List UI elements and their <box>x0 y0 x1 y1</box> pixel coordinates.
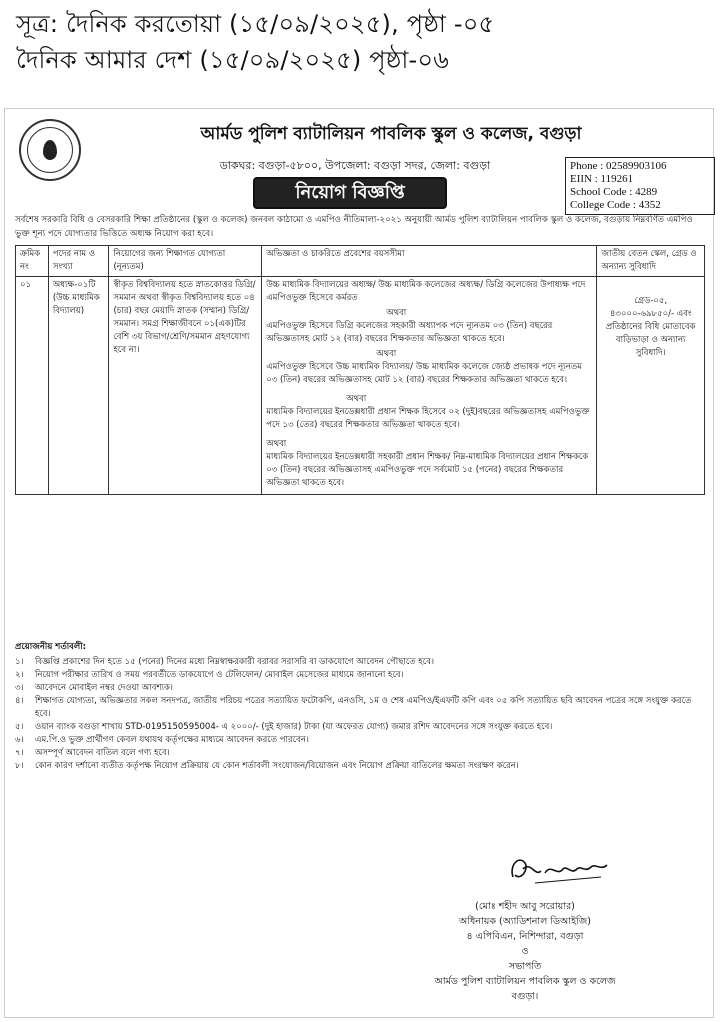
header-experience: অভিজ্ঞতা ও চাকরিতে প্রবেশের বয়সসীমা <box>262 246 597 277</box>
list-item <box>15 747 705 760</box>
experience-option-4: মাধ্যমিক বিদ্যালয়ের ইনডেক্সধারী প্রধান শিক্ষক হিসেবে ০২ (দুই)বছরের অভিজ্ঞতাসহ এমপিওভুক্ত পদে ১৩ (তের) বছরের শিক্ষকতার অভিজ্ঞতা থাকতে হবে। <box>266 407 590 430</box>
condition-text: বিজ্ঞপ্তি প্রকাশের দিন হতে ১৫ (পনের) দিনের মধ্যে নিম্নস্বাক্ষরকারী বরাবর সরাসরি বা ডাকযোগে আবেদন পৌছাতে হবে। <box>35 657 434 667</box>
cell-serial: ০১ <box>16 277 49 495</box>
school-logo <box>19 119 81 181</box>
header-pay: জাতীয় বেতন স্কেল, গ্রেড ও অন্যান্য সুবিধাদি <box>597 246 705 277</box>
header-qualification: নিয়োগের জন্য শিক্ষাগত যোগ্যতা (নূন্যতম) <box>109 246 262 277</box>
condition-number: ১। <box>15 657 24 667</box>
condition-text: শিক্ষাগত যোগ্যতা, অভিজ্ঞতার সকল সনদপত্র, জাতীয় পরিচয় পত্রের সত্যায়িত ফটোকপি, এনওসি, ১ম ও শেষ এমপিও/ইএফটি কপি এবং ০৫ কপি সত্যায়িত ছবি আবেদন পত্রের সঙ্গে সংযুক্ত করতে হবে। <box>35 696 692 719</box>
eiin-number: EIIN : 119261 <box>570 173 634 185</box>
condition-number: ৪। <box>15 696 24 706</box>
list-item <box>15 682 705 695</box>
source-citation <box>16 6 706 78</box>
condition-number: ৭। <box>15 748 24 758</box>
signatory-city: বগুড়া। <box>511 991 539 1002</box>
signatory-block <box>385 899 665 1004</box>
signatory-org: আর্মড পুলিশ ব্যাটালিয়ন পাবলিক স্কুল ও কলেজ <box>434 976 616 987</box>
signatory-name: (মোঃ শহীদ আবু সরোয়ার) <box>475 901 575 912</box>
table-header-row <box>16 246 705 277</box>
experience-option-3: এমপিওভুক্ত হিসেবে উচ্চ মাধ্যমিক বিদ্যালয়/ উচ্চ মাধ্যমিক কলেজে জ্যেষ্ঠ প্রভাষক পদে ন্যূনতম ০৩ (তিন) বছরের অভিজ্ঞতাসহ মোট ১২ (বার) বছরের শিক্ষকতার অভিজ্ঞতা থাকতে হবে। <box>266 362 582 385</box>
condition-text: ওয়ান ব্যাংক বগুড়া শাখায় STD-0195150595004- এ ২০০০/- (দুই হাজার) টাকা (যা অফেরত যোগ্য) জমার রশিদ আবেদনের সঙ্গে সংযুক্ত করতে হবে। <box>35 722 553 732</box>
cell-experience <box>262 277 597 495</box>
table-row <box>16 277 705 495</box>
school-address: ডাকঘর: বগুড়া-৫৮০০, উপজেলা: বগুড়া সদর, জেলা: বগুড়া <box>219 159 491 172</box>
cell-post: অধ্যক্ষ-০১টি (উচ্চ মাধ্যমিক বিদ্যালয়) <box>48 277 109 495</box>
logo-emblem <box>27 127 73 173</box>
contact-box <box>565 157 715 215</box>
or-separator: অথবা <box>346 394 367 404</box>
handwritten-signature <box>505 847 615 891</box>
condition-number: ২। <box>15 670 24 680</box>
condition-text: অসম্পূর্ণ আবেদন বাতিল বলে গণ্য হবে। <box>35 748 170 758</box>
condition-text: কোন কারণ দর্শানো ব্যতীত কর্তৃপক্ষ নিয়োগ প্রক্রিয়ায় যে কোন শর্তাবলী সংযোজন/বিয়োজন এবং নিয়োগ প্রক্রিয়া বাতিলের ক্ষমতা সংরক্ষণ করেন। <box>35 761 519 771</box>
condition-text: এম.পি.ও ভুক্ত প্রার্থীগণ কেবল যথাযথ কর্তৃপক্ষের মাধ্যমে আবেদন করতে পারবেন। <box>35 735 309 745</box>
condition-number: ৫। <box>15 722 24 732</box>
condition-number: ৩। <box>15 683 24 693</box>
conditions-title: প্রয়োজনীয় শর্তাবলী: <box>15 642 87 652</box>
or-separator: অথবা <box>376 349 397 359</box>
flame-icon <box>43 140 57 160</box>
list-item <box>15 656 705 669</box>
list-item <box>15 734 705 747</box>
list-item <box>15 669 705 682</box>
vacancy-table <box>15 245 705 495</box>
cell-pay: গ্রেড-০৫, ৪৩০০০-৬৯৮৫০/- এবং প্রতিষ্ঠানের বিধি মোতাবেক বাড়িভাড়া ও অন্যান্য সুবিধাদি। <box>597 277 705 495</box>
source-line-2: দৈনিক আমার দেশ (১৫/০৯/২০২৫) পৃষ্ঠা-০৬ <box>16 46 450 74</box>
condition-text: নিয়োগ পরীক্ষার তারিখ ও সময় পরবর্তীতে ডাকযোগে ও টেলিফোন/ মোবাইল মেসেজের মাধ্যমে জানানো হবে। <box>35 670 404 680</box>
header-post: পদের নাম ও সংখ্যা <box>48 246 109 277</box>
condition-text: আবেদনে মোবাইল নম্বর দেওয়া আবশ্যক। <box>35 683 173 693</box>
signatory-title: অধিনায়ক (অ্যাডিশনাল ডিআইজি) <box>459 916 591 927</box>
header-serial: ক্রমিক নং <box>16 246 49 277</box>
experience-option-1: উচ্চ মাধ্যমিক বিদ্যালয়ের অধ্যক্ষ/ উচ্চ মাধ্যমিক কলেজের অধ্যক্ষ/ ডিগ্রি কলেজের উপাধ্যক্ষ পদে এমপিওভুক্ত হিসেবে কর্মরত <box>266 280 586 303</box>
notice-heading: নিয়োগ বিজ্ঞপ্তি <box>253 177 447 209</box>
conditions-section <box>15 641 705 773</box>
signatory-unit: ৪ এপিবিএন, নিশিন্দারা, বগুড়া <box>466 931 584 942</box>
or-separator: অথবা <box>386 308 407 318</box>
recruitment-notice <box>4 108 714 1018</box>
signatory-role: সভাপতি <box>508 961 542 972</box>
or-separator: অথবা <box>266 439 287 449</box>
experience-option-5: মাধ্যমিক বিদ্যালয়ের ইনডেক্সধারী সহকারী প্রধান শিক্ষক/ নিম্ন-মাধ্যমিক বিদ্যালয়ের প্রধান শিক্ষককে ০৩ (তিন) বছরের অভিজ্ঞতাসহ এমপিওভুক্ত পদে সর্বমোট ১৫ (পনের) বছরের শিক্ষকতার অভিজ্ঞতা থাকতে হবে। <box>266 452 589 488</box>
list-item <box>15 721 705 734</box>
condition-number: ৮। <box>15 761 24 771</box>
list-item <box>15 695 705 721</box>
cell-qualification: স্বীকৃত বিশ্ববিদ্যালয় হতে স্নাতকোত্তর ডিগ্রি/ সমমান অথবা স্বীকৃত বিশ্ববিদ্যালয় হতে ০৪ (চার) বছর মেয়াদি স্নাতক (সম্মান) ডিগ্রি/ সমমান। সমগ্র শিক্ষাজীবনে ০১(এক)টির বেশি ৩য় বিভাগ/শ্রেণি/সমমান গ্রহণযোগ্য হবে না। <box>109 277 262 495</box>
intro-paragraph: সর্বশেষ সরকারি বিধি ও বেসরকারি শিক্ষা প্রতিষ্ঠানের (স্কুল ও কলেজ) জনবল কাঠামো ও এমপিও নীতিমালা-২০২১ অনুযায়ী আর্মড পুলিশ ব্যাটালিয়ন পাবলিক স্কুল ও কলেজ, বগুড়ায় নিম্নবর্ণিত এমপিও ভুক্ত শূন্য পদে যোগ্যতার ভিত্তিতে অধ্যক্ষ নিয়োগ করা হবে। <box>15 215 693 239</box>
condition-number: ৬। <box>15 735 24 745</box>
phone-number: Phone : 02589903106 <box>570 160 667 172</box>
conjunction: ও <box>521 946 529 957</box>
school-name: আর্মড পুলিশ ব্যাটালিয়ন পাবলিক স্কুল ও কলেজ, বগুড়া <box>200 124 582 144</box>
list-item <box>15 760 705 773</box>
school-code: School Code : 4289 <box>570 186 658 198</box>
experience-option-2: এমপিওভুক্ত হিসেবে ডিগ্রি কলেজের সহকারী অধ্যাপক পদে ন্যূনতম ০৩ (তিন) বছরের অভিজ্ঞতাসহ মোট ১২ (বার) বছরের শিক্ষকতার অভিজ্ঞতা থাকতে হবে। <box>266 321 553 344</box>
source-line-1: সূত্র: দৈনিক করতোয়া (১৫/০৯/২০২৫), পৃষ্ঠা -০৫ <box>16 10 495 38</box>
college-code: College Code : 4352 <box>570 199 661 211</box>
